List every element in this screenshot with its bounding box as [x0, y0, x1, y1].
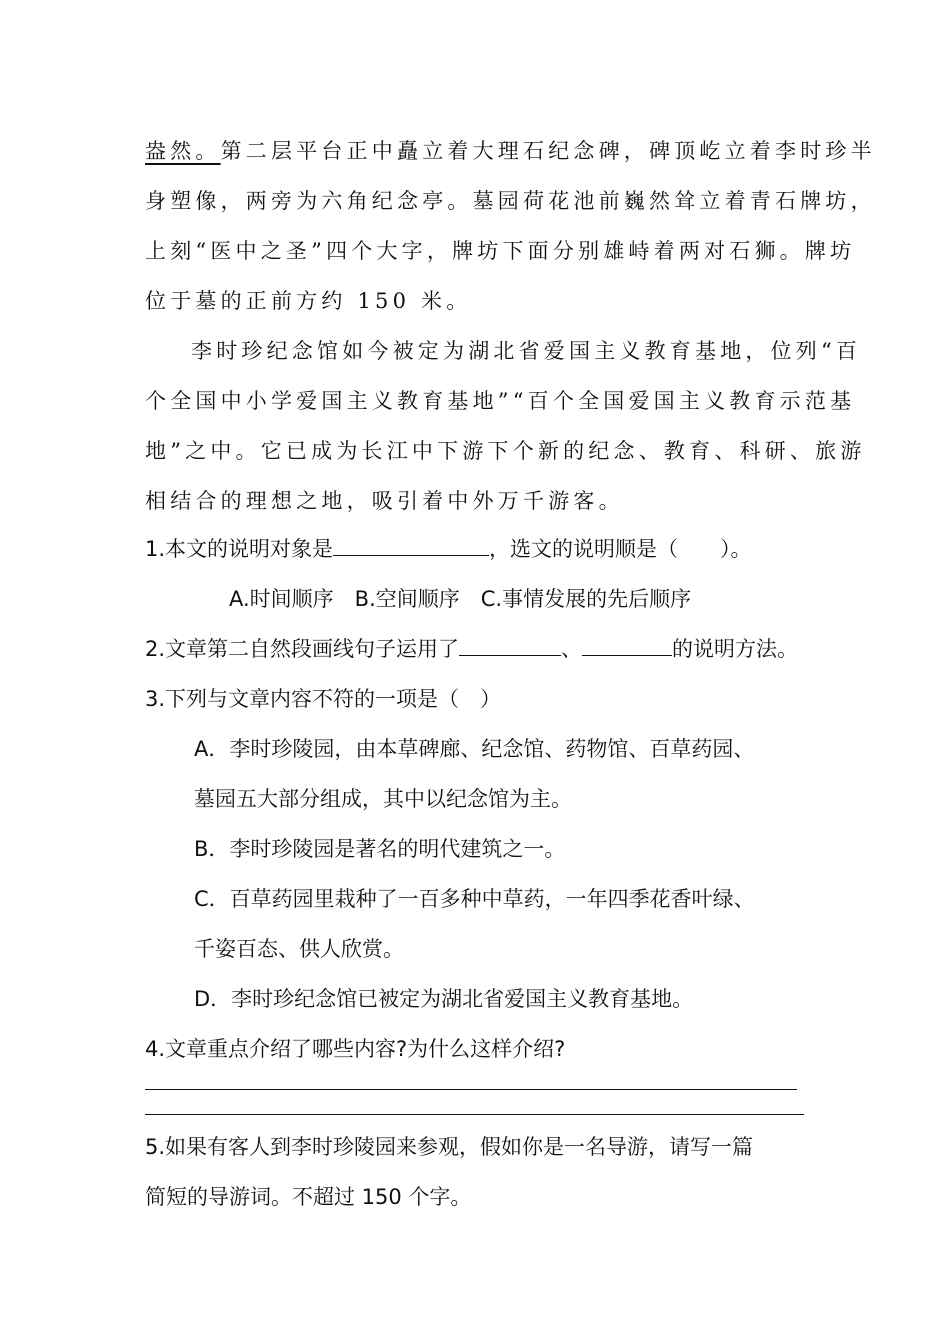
passage-p1-line1: 盎然。第二层平台正中矗立着大理石纪念碑，碑顶屹立着李时珍半 — [145, 139, 876, 163]
answer-blank[interactable] — [459, 635, 561, 656]
question-3-option-b: B．李时珍陵园是著名的明代建筑之一。 — [194, 837, 566, 861]
passage-p2-line3: 地”之中。它已成为长江中下游下个新的纪念、教育、科研、旅游 — [145, 439, 866, 463]
question-3-option-c-line2: 千姿百态、供人欣赏。 — [194, 937, 404, 961]
answer-line[interactable] — [145, 1089, 797, 1090]
question-3-option-a-line2: 墓园五大部分组成，其中以纪念馆为主。 — [194, 787, 572, 811]
question-1: 1.本文的说明对象是 ，选文的说明顺是（ ）。 — [145, 537, 752, 561]
passage-p1-line2: 身塑像，两旁为六角纪念亭。墓园荷花池前巍然耸立着青石牌坊， — [145, 189, 876, 213]
question-5-line1: 5.如果有客人到李时珍陵园来参观，假如你是一名导游，请写一篇 — [145, 1135, 754, 1159]
passage-p2-line1: 李时珍纪念馆如今被定为湖北省爱国主义教育基地，位列“百 — [191, 339, 862, 363]
question-1-options: A.时间顺序 B.空间顺序 C.事情发展的先后顺序 — [229, 587, 692, 611]
question-4: 4.文章重点介绍了哪些内容?为什么这样介绍? — [145, 1037, 566, 1061]
answer-blank[interactable] — [582, 635, 672, 656]
answer-line[interactable] — [145, 1114, 804, 1115]
question-2: 2.文章第二自然段画线句子运用了 、 的说明方法。 — [145, 637, 799, 661]
question-3-option-d: D．李时珍纪念馆已被定为湖北省爱国主义教育基地。 — [194, 987, 694, 1011]
underlined-text: 盎然。 — [145, 139, 221, 163]
question-5-line2: 简短的导游词。不超过 150 个字。 — [145, 1185, 472, 1209]
passage-p2-line4: 相结合的理想之地，吸引着中外万千游客。 — [145, 489, 624, 513]
question-3-stem: 3.下列与文章内容不符的一项是（ ） — [145, 687, 502, 711]
question-3-option-c-line1: C．百草药园里栽种了一百多种中草药，一年四季花香叶绿、 — [194, 887, 755, 911]
passage-p2-line2: 个全国中小学爱国主义教育基地”“百个全国爱国主义教育示范基 — [145, 389, 856, 413]
passage-p1-line3: 上刻“医中之圣”四个大字，牌坊下面分别雄峙着两对石狮。牌坊 — [145, 239, 856, 263]
question-3-option-a-line1: A．李时珍陵园，由本草碑廊、纪念馆、药物馆、百草药园、 — [194, 737, 755, 761]
answer-blank[interactable] — [333, 535, 489, 556]
passage-p1-line4: 位于墓的正前方约 150 米。 — [145, 289, 472, 313]
